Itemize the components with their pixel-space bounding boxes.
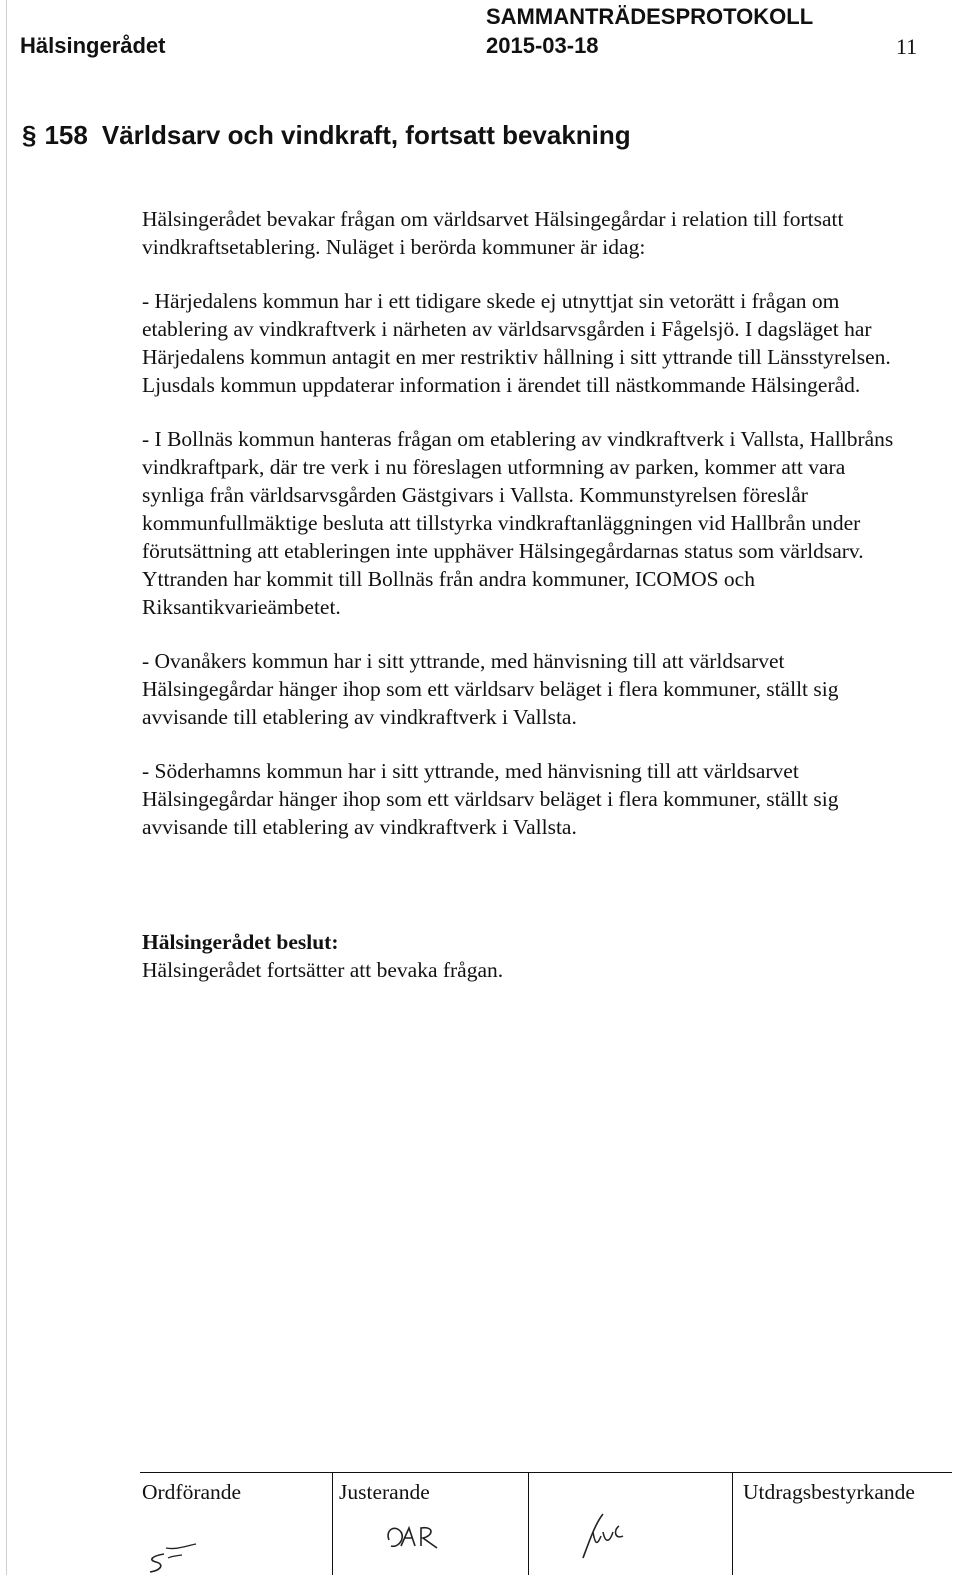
header-page-number: 11	[896, 34, 918, 59]
intro-paragraph: Hälsingerådet bevakar frågan om världsarvet Hälsingegårdar i relation till fortsatt vindkraftsetablering. Nuläget i berörda kommuner är idag:	[142, 207, 844, 259]
header-date: 2015-03-18	[486, 33, 599, 58]
signature-label-certification: Utdragsbestyrkande	[743, 1480, 915, 1504]
signature-cell-chair	[140, 1472, 332, 1575]
section-title: Världsarv och vindkraft, fortsatt bevakning	[101, 120, 631, 150]
adjuster-initials-signature	[379, 1518, 459, 1558]
chair-initials-signature	[142, 1534, 202, 1574]
decision-heading: Hälsingerådet beslut:	[142, 930, 339, 954]
signature-cell-adjuster-2	[528, 1472, 733, 1575]
signature-label-chair: Ordförande	[142, 1480, 242, 1504]
header-document-type: SAMMANTRÄDESPROTOKOLL	[486, 4, 814, 29]
section-heading	[22, 120, 631, 151]
signature-label-adjuster: Justerande	[339, 1480, 430, 1504]
decision-block	[142, 928, 503, 984]
ovanaker-paragraph: - Ovanåkers kommun har i sitt yttrande, med hänvisning till att världsarvet Hälsingegårdar hänger ihop som ett världsarv beläget i flera kommuner, ställt sig avvisande till etablering av vindkraftverk i Vallsta.	[142, 649, 839, 729]
bollnas-paragraph: - I Bollnäs kommun hanteras frågan om etablering av vindkraftverk i Vallsta, Hallbråns vindkraftpark, där tre verk i nu föreslagen utformning av parken, kommer att vara synliga från världsarvsgården Gästgivars i Vallsta. Kommunstyrelsen föreslår kommunfullmäktige besluta att tillstyrka vindkraftanläggningen vid Hallbrån under förutsättning att etableringen inte upphäver Hälsingegårdarnas status som världsarv. Yttranden har kommit till Bollnäs från andra kommuner, ICOMOS och Riksantikvarieämbetet.	[142, 427, 894, 619]
section-number: 158	[44, 120, 88, 150]
header-organization: Hälsingerådet	[20, 33, 166, 58]
signature-cell-certification	[732, 1472, 953, 1575]
harjedalen-paragraph: - Härjedalens kommun har i ett tidigare skede ej utnyttjat sin vetorätt i frågan om etablering av vindkraftverk i närheten av världsarvsgården i Fågelsjö. I dagsläget har Härjedalens kommun antagit en mer restriktiv hållning i sitt yttrande till Länsstyrelsen. Ljusdals kommun uppdaterar information i ärendet till nästkommande Hälsingeråd.	[142, 289, 891, 397]
signature-cell-adjuster	[332, 1472, 529, 1575]
adjuster-2-initials-signature	[573, 1506, 643, 1562]
soderhamn-paragraph: - Söderhamns kommun har i sitt yttrande, med hänvisning till att världsarvet Hälsingegårdar hänger ihop som ett världsarv beläget i flera kommuner, ställt sig avvisande till etablering av vindkraftverk i Vallsta.	[142, 759, 839, 839]
section-symbol: §	[22, 120, 37, 150]
protocol-body	[142, 205, 912, 867]
decision-text: Hälsingerådet fortsätter att bevaka frågan.	[142, 958, 504, 982]
page-margin-line	[6, 0, 7, 1575]
signature-table	[140, 1472, 952, 1575]
